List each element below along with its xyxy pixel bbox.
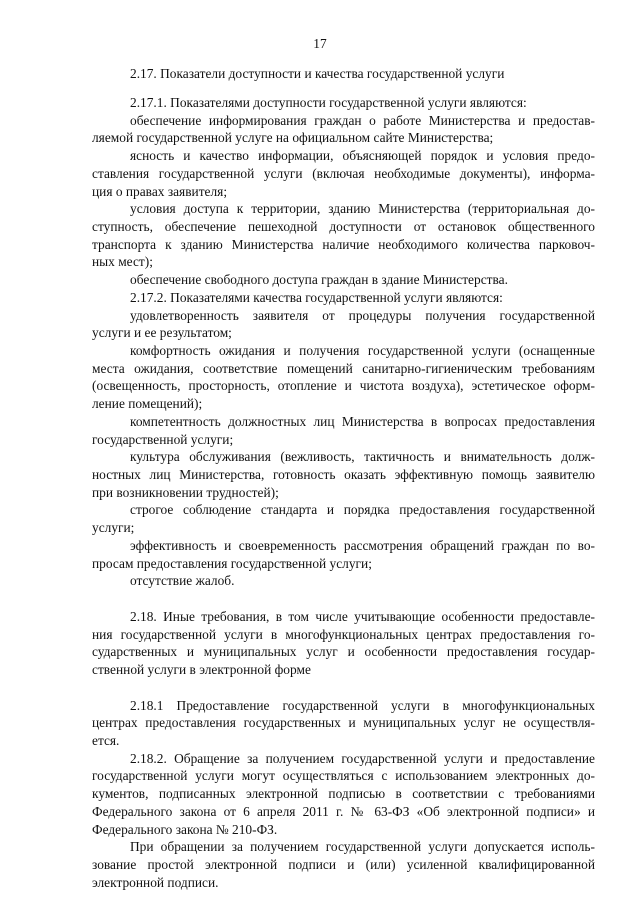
page-number: 17 (313, 36, 327, 51)
paragraph-line: государственной услуги; (92, 432, 234, 447)
paragraph-line: кументов, подписанных электронной подписью в соответствии с требованиями (92, 786, 595, 801)
paragraph-line: транспорта к зданию Министерства наличие необходимого количества парковоч- (92, 237, 595, 252)
paragraph-line: ция о правах заявителя; (92, 184, 228, 199)
paragraph-line: обеспечение свободного доступа граждан в здание Министерства. (130, 272, 508, 287)
paragraph-line: ление помещений); (92, 396, 203, 411)
paragraph-line: строгое соблюдение стандарта и порядка предоставления государственной (130, 502, 595, 517)
paragraph-line: компетентность должностных лиц Министерства в вопросах предоставления (130, 414, 595, 429)
paragraph-line: ставления государственной услуги (включая необходимые документы), информа- (92, 166, 595, 181)
paragraph-line: ступность, обеспечение пешеходной доступности от остановок общественного (92, 219, 595, 234)
section-heading-line: 2.18. Иные требования, в том числе учитывающие особенности предоставле- (130, 609, 595, 624)
paragraph-line: просам предоставления государственной услуги; (92, 556, 372, 571)
paragraph-line: государственной услуги могут осуществляться с использованием электронных до- (92, 768, 595, 783)
paragraph-line: эффективность и своевременность рассмотрения обращений граждан по во- (130, 538, 595, 553)
paragraph-line: электронной подписи. (92, 875, 219, 890)
paragraph-line: услуги и ее результатом; (92, 325, 232, 340)
paragraph-line: отсутствие жалоб. (130, 573, 235, 588)
paragraph-line: условия доступа к территории, зданию Министерства (территориальная до- (130, 201, 595, 216)
paragraph-line: культура обслуживания (вежливость, тактичность и внимательность долж- (130, 449, 595, 464)
paragraph-line: 2.17.1. Показателями доступности государственной услуги являются: (130, 95, 527, 110)
paragraph-line: центрах предоставления государственных и муниципальных услуг не осуществля- (92, 715, 595, 730)
paragraph-line: зование простой электронной подписи и (или) усиленной квалифицированной (92, 857, 595, 872)
paragraph-line: удовлетворенность заявителя от процедуры получения государственной (130, 308, 595, 323)
paragraph-line: 2.17.2. Показателями качества государственной услуги являются: (130, 290, 503, 305)
paragraph-line: 2.18.2. Обращение за получением государственной услуги и предоставление (130, 751, 595, 766)
paragraph-line: Федерального закона от 6 апреля 2011 г. № 63-ФЗ «Об электронной подписи» и (92, 804, 595, 819)
paragraph-line: При обращении за получением государственной услуги допускается исполь- (130, 839, 595, 854)
paragraph-line: 2.18.1 Предоставление государственной услуги в многофункциональных (130, 698, 595, 713)
section-heading-line: ния государственной услуги в многофункциональных центрах предоставления го- (92, 627, 595, 642)
paragraph-line: места ожидания, соответствие помещений санитарно-гигиеническим требованиям (92, 361, 595, 376)
paragraph-line: Федерального закона № 210-ФЗ. (92, 822, 278, 837)
paragraph-line: услуги; (92, 520, 135, 535)
paragraph-line: при возникновении трудностей); (92, 485, 279, 500)
paragraph-line: ясность и качество информации, объясняющей порядок и условия предо- (130, 148, 595, 163)
paragraph-line: ностных лиц Министерства, готовность оказать эффективную помощь заявителю (92, 467, 595, 482)
paragraph-line: ется. (92, 733, 120, 748)
paragraph-line: ных мест); (92, 254, 153, 269)
paragraph-line: (освещенность, просторность, отопление и чистота воздуха), эстетическое оформ- (92, 378, 595, 393)
section-heading-line: ственной услуги в электронной форме (92, 662, 311, 677)
paragraph-line: обеспечение информирования граждан о работе Министерства и предостав- (130, 113, 595, 128)
paragraph-line: ляемой государственной услуге на официальном сайте Министерства; (92, 130, 494, 145)
section-heading-line: сударственных и муниципальных услуг и особенности предоставления государ- (92, 644, 595, 659)
paragraph-line: комфортность ожидания и получения государственной услуги (оснащенные (130, 343, 595, 358)
section-heading: 2.17. Показатели доступности и качества государственной услуги (130, 66, 505, 81)
